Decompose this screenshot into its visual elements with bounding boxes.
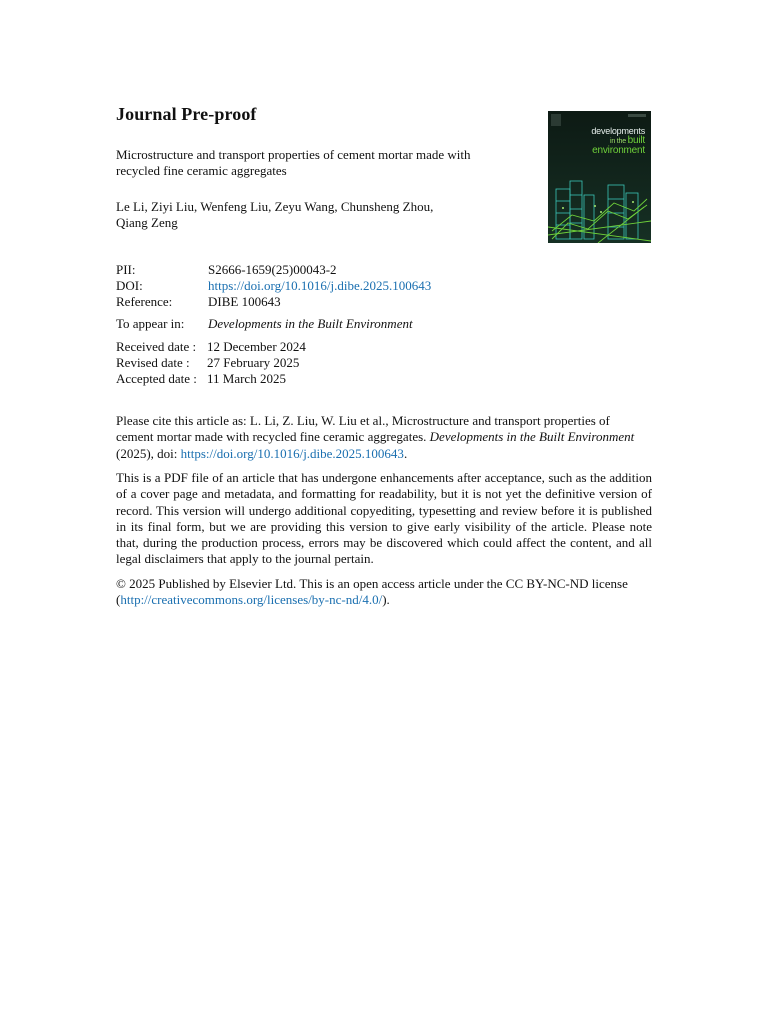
cover-title-word: in the (609, 138, 628, 145)
citation-paragraph (116, 413, 652, 462)
citation-line (116, 429, 652, 445)
accepted-date-label: Accepted date : (116, 371, 197, 386)
appear-in-label: To appear in: (116, 316, 185, 331)
pii-value: S2666-1659(25)00043-2 (208, 262, 337, 277)
author-line: Le Li, Ziyi Liu, Wenfeng Liu, Zeyu Wang, Chunsheng Zhou, (116, 199, 434, 214)
citation-text: (2025), doi: (116, 445, 181, 461)
doi-link[interactable]: https://doi.org/10.1016/j.dibe.2025.100643 (208, 278, 432, 293)
cover-title-line: developments (591, 126, 645, 136)
preproof-notice: This is a PDF file of an article that has undergone enhancements after acceptance, such as the addition of a cover page and metadata, and formatting for readability, but it is not yet the definitive version of record. This version will undergo additional copyediting, typesetting and review before it is published in its final form, but we are providing this version to give early visibility of the article. Please note that, during the production process, errors may be discovered which could affect the content, and all legal disclaimers that apply to the journal pertain. (116, 470, 652, 567)
citation-line: Please cite this article as: L. Li, Z. Liu, W. Liu et al., Microstructure and transport properties of (116, 413, 610, 428)
received-date-value: 12 December 2024 (207, 339, 306, 354)
license-line (116, 592, 652, 608)
author-line: Qiang Zeng (116, 215, 178, 230)
license-line: © 2025 Published by Elsevier Ltd. This is an open access article under the CC BY-NC-ND license (116, 576, 628, 591)
article-title-line: Microstructure and transport properties of cement mortar made with (116, 147, 471, 162)
publisher-logo-icon (551, 114, 561, 126)
license-text: ( (116, 592, 121, 608)
cover-title-line: environment (592, 145, 645, 156)
license-text: ). (382, 592, 390, 608)
accepted-date-value: 11 March 2025 (207, 371, 286, 386)
journal-name: Developments in the Built Environment (208, 316, 413, 331)
pii-label: PII: (116, 262, 136, 277)
received-date-label: Received date : (116, 339, 197, 354)
citation-text: cement mortar made with recycled fine ceramic aggregates. (116, 429, 430, 445)
article-title-line: recycled fine ceramic aggregates (116, 163, 287, 178)
article-title (116, 147, 516, 179)
journal-heading: Journal Pre-proof (116, 104, 257, 124)
citation-text: . (403, 445, 408, 461)
doi-label: DOI: (116, 278, 143, 293)
reference-label: Reference: (116, 294, 173, 309)
citation-journal: Developments in the Built Environment (429, 429, 635, 445)
license-link[interactable]: http://creativecommons.org/licenses/by-nc-nd/4.0/ (120, 592, 383, 608)
revised-date-value: 27 February 2025 (207, 355, 300, 370)
cover-title (591, 127, 645, 155)
author-list (116, 199, 516, 231)
license-paragraph (116, 576, 652, 609)
journal-cover-image (548, 111, 651, 243)
revised-date-label: Revised date : (116, 355, 190, 370)
reference-value: DIBE 100643 (208, 294, 281, 309)
citation-doi-link[interactable]: https://doi.org/10.1016/j.dibe.2025.100643 (180, 445, 404, 461)
citation-line (116, 446, 652, 462)
cover-title-word: built (627, 135, 645, 146)
